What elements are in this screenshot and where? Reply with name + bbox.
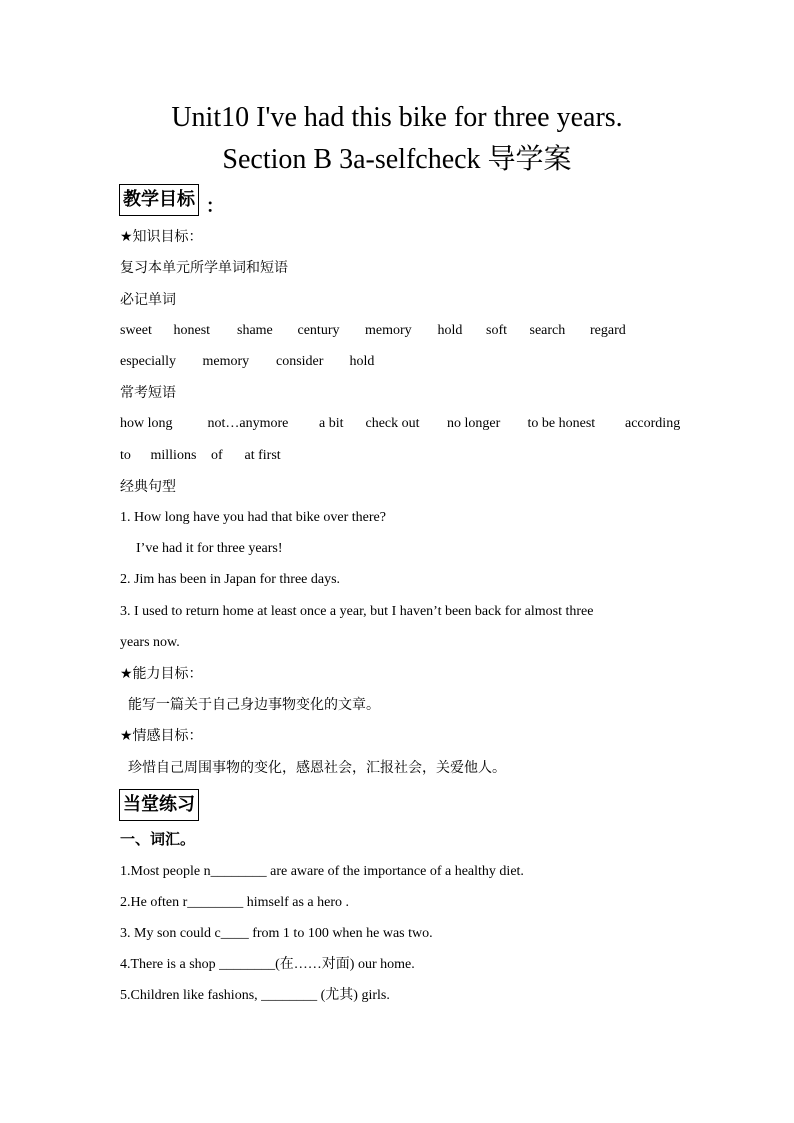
word-item: soft <box>486 323 507 338</box>
phrase-item: of <box>211 448 223 463</box>
word-item: regard <box>590 323 626 338</box>
practice-heading: 当堂练习 <box>119 789 199 821</box>
phrase-item: not…anymore <box>207 416 289 431</box>
phrase-item: according <box>625 416 681 431</box>
sentence-1: 1. How long have you had that bike over there? <box>120 510 386 525</box>
sentence-3-continued: years now. <box>120 635 180 650</box>
word-item: search <box>529 323 566 338</box>
phrase-item: no longer <box>447 416 501 431</box>
exercise-item: 3. My son could c____ from 1 to 100 when he was two. <box>120 926 433 941</box>
ability-objective-text: 能写一篇关于自己身边事物变化的文章。 <box>128 697 380 713</box>
phrase-item: to be honest <box>527 416 596 431</box>
emotion-objective-text: 珍惜自己周围事物的变化，感恩社会，汇报社会，关爱他人。 <box>128 760 506 776</box>
phrase-item: millions <box>150 448 197 463</box>
sentence-3: 3. I used to return home at least once a year, but I haven’t been back for almost three <box>120 604 594 619</box>
word-item: shame <box>237 323 273 338</box>
phrase-item: a bit <box>319 416 344 431</box>
words-row-2 <box>120 352 374 372</box>
phrase-item: check out <box>365 416 420 431</box>
word-item: memory <box>365 323 412 338</box>
word-item: century <box>297 323 340 338</box>
phrase-item: at first <box>244 448 281 463</box>
phrases-heading: 常考短语 <box>120 385 176 401</box>
word-item: hold <box>437 323 463 338</box>
word-item: especially <box>120 354 176 369</box>
word-item: memory <box>202 354 250 369</box>
phrases-row-2 <box>120 446 281 466</box>
words-row-1 <box>120 321 626 341</box>
sentence-1-answer: I’ve had it for three years! <box>136 541 283 556</box>
phrases-row-1 <box>120 414 680 434</box>
ability-objective-label: ★能力目标： <box>120 666 203 682</box>
exercise-item: 5.Children like fashions, ________ (尤其) girls. <box>120 988 390 1003</box>
emotion-objective-label: ★情感目标： <box>120 728 203 744</box>
exercise-item: 2.He often r________ himself as a hero . <box>120 895 349 910</box>
word-item: hold <box>349 354 375 369</box>
knowledge-objective-label: ★知识目标： <box>120 229 203 245</box>
objectives-heading: 教学目标 <box>119 184 199 216</box>
word-item: honest <box>173 323 211 338</box>
sentence-2: 2. Jim has been in Japan for three days. <box>120 572 341 587</box>
review-text: 复习本单元所学单词和短语 <box>120 260 288 276</box>
section-title: Section B 3a-selfcheck 导学案 <box>222 144 572 175</box>
exercise-item: 4.There is a shop ________(在……对面) our home. <box>120 957 415 972</box>
phrase-item: how long <box>120 416 173 431</box>
exercise-item: 1.Most people n________ are aware of the importance of a healthy diet. <box>120 864 524 879</box>
vocabulary-heading: 一、词汇。 <box>120 830 196 848</box>
word-item: sweet <box>120 323 152 338</box>
unit-title: Unit10 I've had this bike for three years. <box>171 102 623 133</box>
words-heading: 必记单词 <box>120 292 176 308</box>
phrase-item: to <box>120 448 131 463</box>
word-item: consider <box>276 354 324 369</box>
sentences-heading: 经典句型 <box>120 479 176 495</box>
objectives-colon: ： <box>206 196 224 217</box>
